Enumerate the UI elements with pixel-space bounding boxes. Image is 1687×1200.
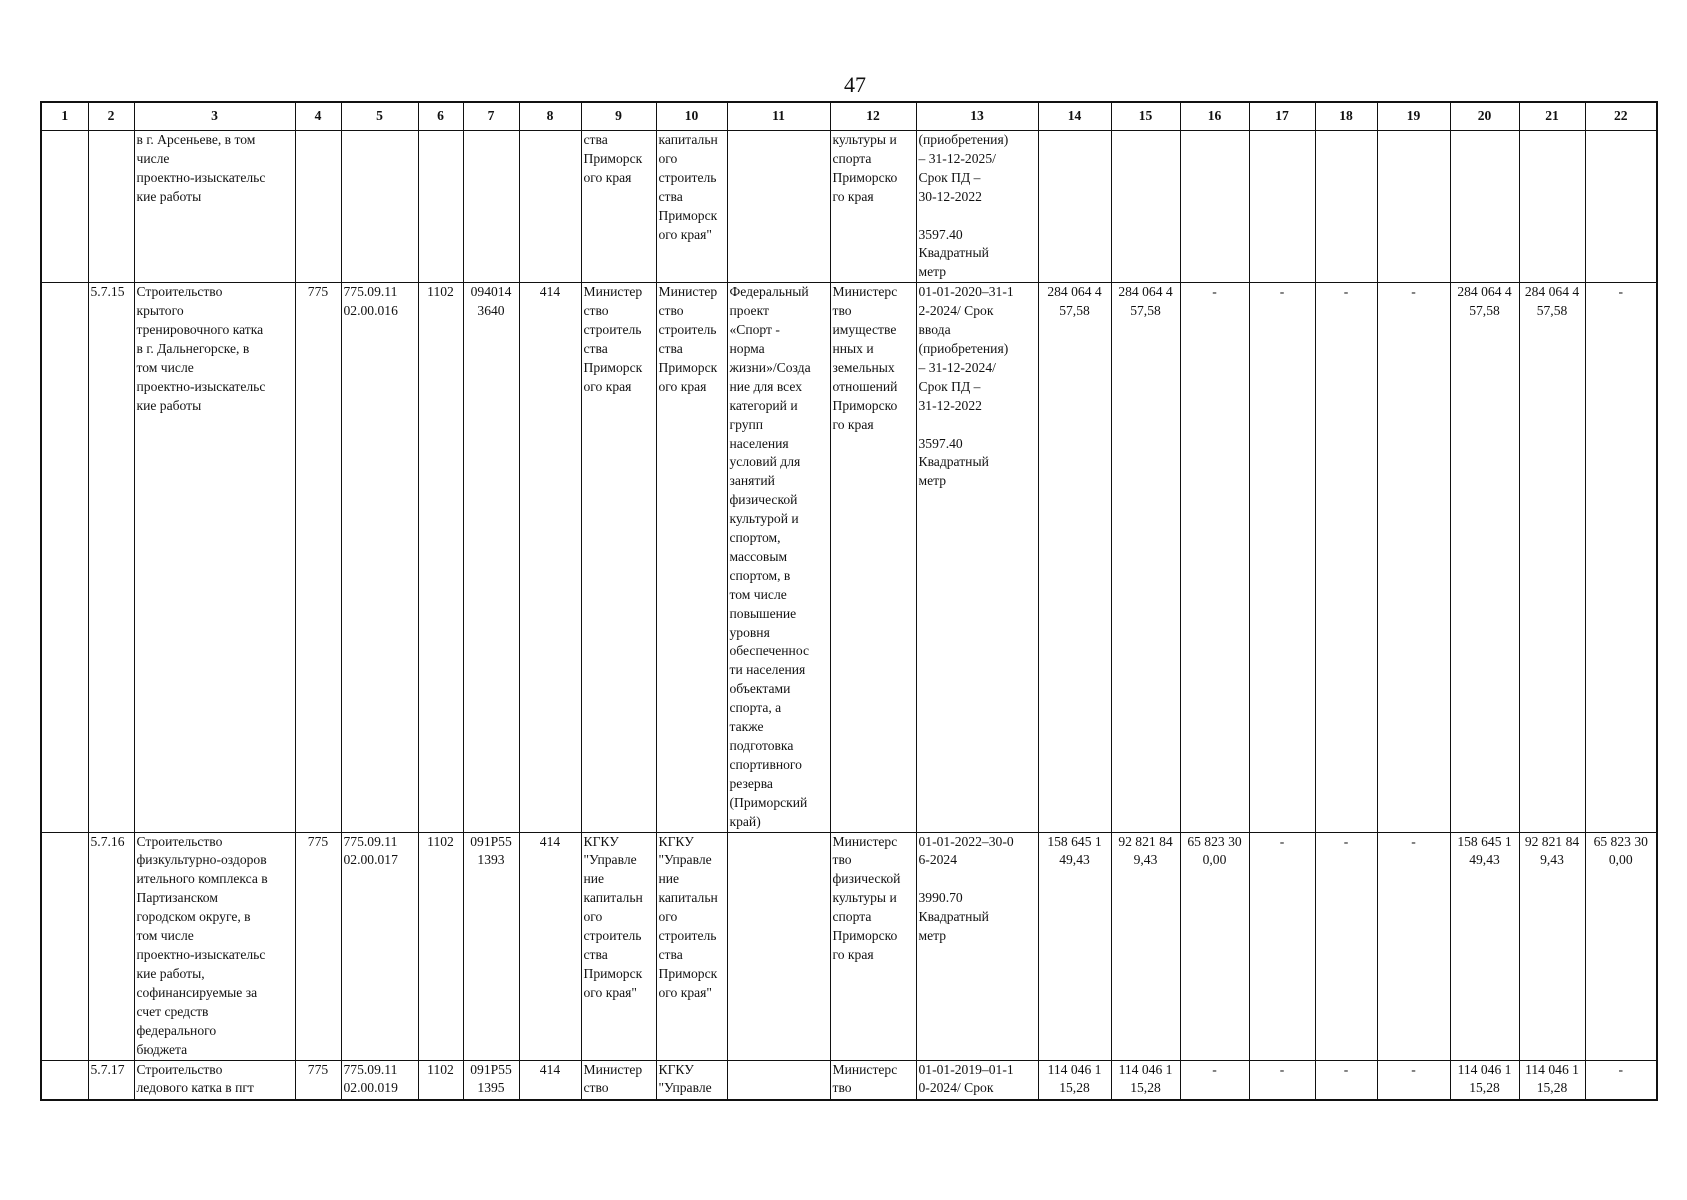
- table-cell: 284 064 4 57,58: [1519, 283, 1585, 832]
- column-header: 8: [519, 102, 581, 131]
- page-number: 47: [844, 72, 866, 97]
- table-cell: 158 645 1 49,43: [1450, 832, 1519, 1060]
- column-header: 19: [1377, 102, 1450, 131]
- table-cell: [1180, 131, 1249, 283]
- table-cell: 01-01-2020–31-1 2-2024/ Срок ввода (приобретения) – 31-12-2024/ Срок ПД – 31-12-2022 3597.40 Квадратный метр: [916, 283, 1038, 832]
- table-cell: 775.09.11 02.00.016: [341, 283, 418, 832]
- table-cell: [1450, 131, 1519, 283]
- table-cell: Министер ство: [581, 1060, 656, 1100]
- table-cell: (приобретения) – 31-12-2025/ Срок ПД – 30-12-2022 3597.40 Квадратный метр: [916, 131, 1038, 283]
- column-header: 15: [1111, 102, 1180, 131]
- column-header: 1: [41, 102, 88, 131]
- table-cell: -: [1377, 1060, 1450, 1100]
- column-header: 9: [581, 102, 656, 131]
- table-cell: 114 046 1 15,28: [1519, 1060, 1585, 1100]
- table-cell: Министерс тво: [830, 1060, 916, 1100]
- table-cell: 414: [519, 832, 581, 1060]
- table-cell: 01-01-2019–01-1 0-2024/ Срок: [916, 1060, 1038, 1100]
- column-header: 13: [916, 102, 1038, 131]
- table-cell: -: [1249, 1060, 1315, 1100]
- table-cell: [727, 1060, 830, 1100]
- header-row: [41, 102, 1657, 131]
- table-cell: -: [1315, 832, 1377, 1060]
- table-cell: 5.7.15: [88, 283, 134, 832]
- table-cell: 775: [295, 1060, 341, 1100]
- table-cell: Строительство крытого тренировочного катка в г. Дальнегорске, в том числе проектно-изыскательс кие работы: [134, 283, 295, 832]
- table-cell: 65 823 30 0,00: [1585, 832, 1657, 1060]
- column-header: 6: [418, 102, 463, 131]
- column-header: 11: [727, 102, 830, 131]
- column-header: 2: [88, 102, 134, 131]
- table-cell: -: [1315, 1060, 1377, 1100]
- table-cell: [41, 832, 88, 1060]
- table-cell: 284 064 4 57,58: [1111, 283, 1180, 832]
- table-cell: -: [1585, 283, 1657, 832]
- table-cell: [727, 131, 830, 283]
- column-header: 3: [134, 102, 295, 131]
- column-header: 17: [1249, 102, 1315, 131]
- table-cell: 1102: [418, 283, 463, 832]
- table-cell: Министерс тво имуществе нных и земельных отношений Приморско го края: [830, 283, 916, 832]
- table-cell: [295, 131, 341, 283]
- column-header: 20: [1450, 102, 1519, 131]
- table-cell: 094014 3640: [463, 283, 519, 832]
- table-cell: Министерс тво физической культуры и спорта Приморско го края: [830, 832, 916, 1060]
- column-header: 10: [656, 102, 727, 131]
- table-cell: культуры и спорта Приморско го края: [830, 131, 916, 283]
- table-cell: -: [1180, 1060, 1249, 1100]
- column-header: 7: [463, 102, 519, 131]
- table-cell: [88, 131, 134, 283]
- table-cell: -: [1249, 283, 1315, 832]
- table-cell: 158 645 1 49,43: [1038, 832, 1111, 1060]
- table-cell: 775.09.11 02.00.019: [341, 1060, 418, 1100]
- table-cell: [1315, 131, 1377, 283]
- table-cell: [1038, 131, 1111, 283]
- table-row: [41, 832, 1657, 1060]
- table-row: [41, 283, 1657, 832]
- table-row: [41, 131, 1657, 283]
- table-cell: 775.09.11 02.00.017: [341, 832, 418, 1060]
- table-cell: 01-01-2022–30-0 6-2024 3990.70 Квадратный метр: [916, 832, 1038, 1060]
- table-cell: -: [1377, 283, 1450, 832]
- table-cell: -: [1249, 832, 1315, 1060]
- table-cell: [1377, 131, 1450, 283]
- budget-table: [40, 101, 1658, 1101]
- table-cell: [41, 1060, 88, 1100]
- table-cell: Министер ство строитель ства Приморск ого края: [656, 283, 727, 832]
- table-cell: 775: [295, 832, 341, 1060]
- table-cell: ства Приморск ого края: [581, 131, 656, 283]
- table-cell: [1519, 131, 1585, 283]
- column-header: 5: [341, 102, 418, 131]
- table-cell: -: [1315, 283, 1377, 832]
- table-cell: [418, 131, 463, 283]
- table-cell: 5.7.16: [88, 832, 134, 1060]
- table-cell: 1102: [418, 832, 463, 1060]
- table-cell: КГКУ "Управле: [656, 1060, 727, 1100]
- table-cell: 414: [519, 1060, 581, 1100]
- table-cell: [41, 131, 88, 283]
- column-header: 12: [830, 102, 916, 131]
- table-cell: -: [1585, 1060, 1657, 1100]
- table-cell: 284 064 4 57,58: [1450, 283, 1519, 832]
- table-cell: -: [1377, 832, 1450, 1060]
- table-cell: 114 046 1 15,28: [1038, 1060, 1111, 1100]
- table-cell: [1111, 131, 1180, 283]
- table-cell: [341, 131, 418, 283]
- table-cell: [519, 131, 581, 283]
- table-cell: Министер ство строитель ства Приморск ого края: [581, 283, 656, 832]
- table-cell: Федеральный проект «Спорт - норма жизни»/Созда ние для всех категорий и групп населения условий для занятий физической культурой и спортом, массовым спортом, в том числе повышение уровня обеспеченнос ти населения объектами спорта, а также подготовка спортивного резерва (Приморский край): [727, 283, 830, 832]
- table-cell: Строительство ледового катка в пгт: [134, 1060, 295, 1100]
- table-cell: КГКУ "Управле ние капитальн ого строитель ства Приморск ого края": [581, 832, 656, 1060]
- table-cell: 091Р55 1395: [463, 1060, 519, 1100]
- table-cell: [1585, 131, 1657, 283]
- table-cell: 65 823 30 0,00: [1180, 832, 1249, 1060]
- table-cell: [727, 832, 830, 1060]
- table-cell: 114 046 1 15,28: [1450, 1060, 1519, 1100]
- column-header: 16: [1180, 102, 1249, 131]
- column-header: 18: [1315, 102, 1377, 131]
- table-cell: 114 046 1 15,28: [1111, 1060, 1180, 1100]
- table-cell: 091Р55 1393: [463, 832, 519, 1060]
- column-header: 4: [295, 102, 341, 131]
- column-header: 21: [1519, 102, 1585, 131]
- table-cell: 414: [519, 283, 581, 832]
- table-cell: [1249, 131, 1315, 283]
- table-cell: КГКУ "Управле ние капитальн ого строитель ства Приморск ого края": [656, 832, 727, 1060]
- table-row: [41, 1060, 1657, 1100]
- table-cell: 92 821 84 9,43: [1111, 832, 1180, 1060]
- table-cell: 284 064 4 57,58: [1038, 283, 1111, 832]
- table-cell: 775: [295, 283, 341, 832]
- table-cell: 92 821 84 9,43: [1519, 832, 1585, 1060]
- table-cell: 5.7.17: [88, 1060, 134, 1100]
- table-cell: капитальн ого строитель ства Приморск ого края": [656, 131, 727, 283]
- column-header: 22: [1585, 102, 1657, 131]
- column-header: 14: [1038, 102, 1111, 131]
- table-cell: [463, 131, 519, 283]
- table-cell: 1102: [418, 1060, 463, 1100]
- table-cell: в г. Арсеньеве, в том числе проектно-изыскательс кие работы: [134, 131, 295, 283]
- table-cell: Строительство физкультурно-оздоров ительного комплекса в Партизанском городском округе, в том числе проектно-изыскательс кие работы, софинансируемые за счет средств федерального бюджета: [134, 832, 295, 1060]
- table-cell: -: [1180, 283, 1249, 832]
- table-cell: [41, 283, 88, 832]
